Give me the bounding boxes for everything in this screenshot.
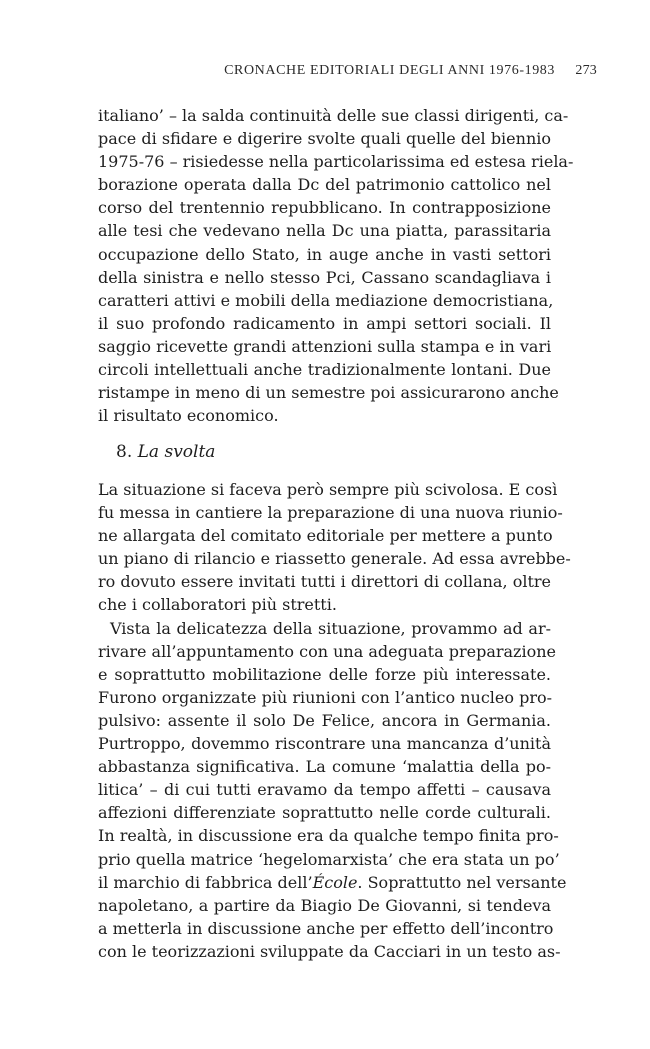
paragraph-1 <box>98 104 574 427</box>
text-line: con le teorizzazioni sviluppate da Cacciari in un testo as- <box>98 941 561 961</box>
italic-term: École <box>312 872 358 892</box>
section-title: La svolta <box>137 442 216 462</box>
text-line: che i collaboratori più stretti. <box>98 595 337 615</box>
page-number: 273 <box>575 63 597 78</box>
text-line: napoletano, a partire da Biagio De Giovanni, si tendeva <box>98 895 551 915</box>
text-line: ristampe in meno di un semestre poi assicurarono anche <box>98 383 559 403</box>
section-heading <box>116 440 215 464</box>
text-line: il suo profondo radicamento in ampi settori sociali. Il <box>98 313 551 333</box>
running-title: CRONACHE EDITORIALI DEGLI ANNI 1976-1983 <box>224 63 555 78</box>
body-text <box>98 478 571 963</box>
text-line-ecole <box>98 871 567 894</box>
text-line: caratteri attivi e mobili della mediazione democristiana, <box>98 290 554 310</box>
text-line: pace di sfidare e digerire svolte quali quelle del biennio <box>98 129 551 149</box>
text-line: alle tesi che vedevano nella Dc una piatta, parassitaria <box>98 221 551 241</box>
text-line: In realtà, in discussione era da qualche tempo finita pro- <box>98 826 559 846</box>
text-line: abbastanza significativa. La comune ‘malattia della po- <box>98 757 551 777</box>
text-line: prio quella matrice ‘hegelomarxista’ che era stata un po’ <box>98 849 560 869</box>
text-line: borazione operata dalla Dc del patrimonio cattolico nel <box>98 175 551 195</box>
text-line: e soprattutto mobilitazione delle forze più interessate. <box>98 664 551 684</box>
paragraph-3 <box>98 617 567 963</box>
text-line: affezioni differenziate soprattutto nelle corde culturali. <box>98 803 551 823</box>
text-line: Purtroppo, dovemmo riscontrare una mancanza d’unità <box>98 734 551 754</box>
text-line: Vista la delicatezza della situazione, provammo ad ar- <box>110 618 551 638</box>
text-line: circoli intellettuali anche tradizionalmente lontani. Due <box>98 360 551 380</box>
text-line: corso del trentennio repubblicano. In contrapposizione <box>98 198 551 218</box>
text-line: fu messa in cantiere la preparazione di una nuova riunio- <box>98 503 563 523</box>
text-segment: . Soprattutto nel versante <box>357 872 567 892</box>
text-line: ro dovuto essere invitati tutti i direttori di collana, oltre <box>98 572 551 592</box>
text-line: il risultato economico. <box>98 406 279 426</box>
text-line: occupazione dello Stato, in auge anche in vasti settori <box>98 244 551 264</box>
text-line: 1975-76 – risiedesse nella particolarissima ed estesa riela- <box>98 152 574 172</box>
running-head <box>96 63 597 83</box>
section-number: 8. <box>116 442 133 462</box>
text-line: italiano’ – la salda continuità delle sue classi dirigenti, ca- <box>98 106 569 125</box>
text-line: litica’ – di cui tutti eravamo da tempo affetti – causava <box>98 780 551 800</box>
text-line: pulsivo: assente il solo De Felice, ancora in Germania. <box>98 710 551 730</box>
text-line: a metterla in discussione anche per effetto dell’incontro <box>98 918 554 938</box>
text-line: ne allargata del comitato editoriale per mettere a punto <box>98 526 553 546</box>
text-line: rivare all’appuntamento con una adeguata preparazione <box>98 641 556 661</box>
text-line: Furono organizzate più riunioni con l’antico nucleo pro- <box>98 687 553 707</box>
text-line: un piano di rilancio e riassetto generale. Ad essa avrebbe- <box>98 549 571 569</box>
text-line: saggio ricevette grandi attenzioni sulla stampa e in vari <box>98 336 552 356</box>
text-line: della sinistra e nello stesso Pci, Cassano scandagliava i <box>98 267 551 287</box>
paragraph-2 <box>98 478 571 617</box>
text-line: La situazione si faceva però sempre più scivolosa. E così <box>98 480 558 499</box>
text-segment: il marchio di fabbrica dell’ <box>98 872 313 892</box>
